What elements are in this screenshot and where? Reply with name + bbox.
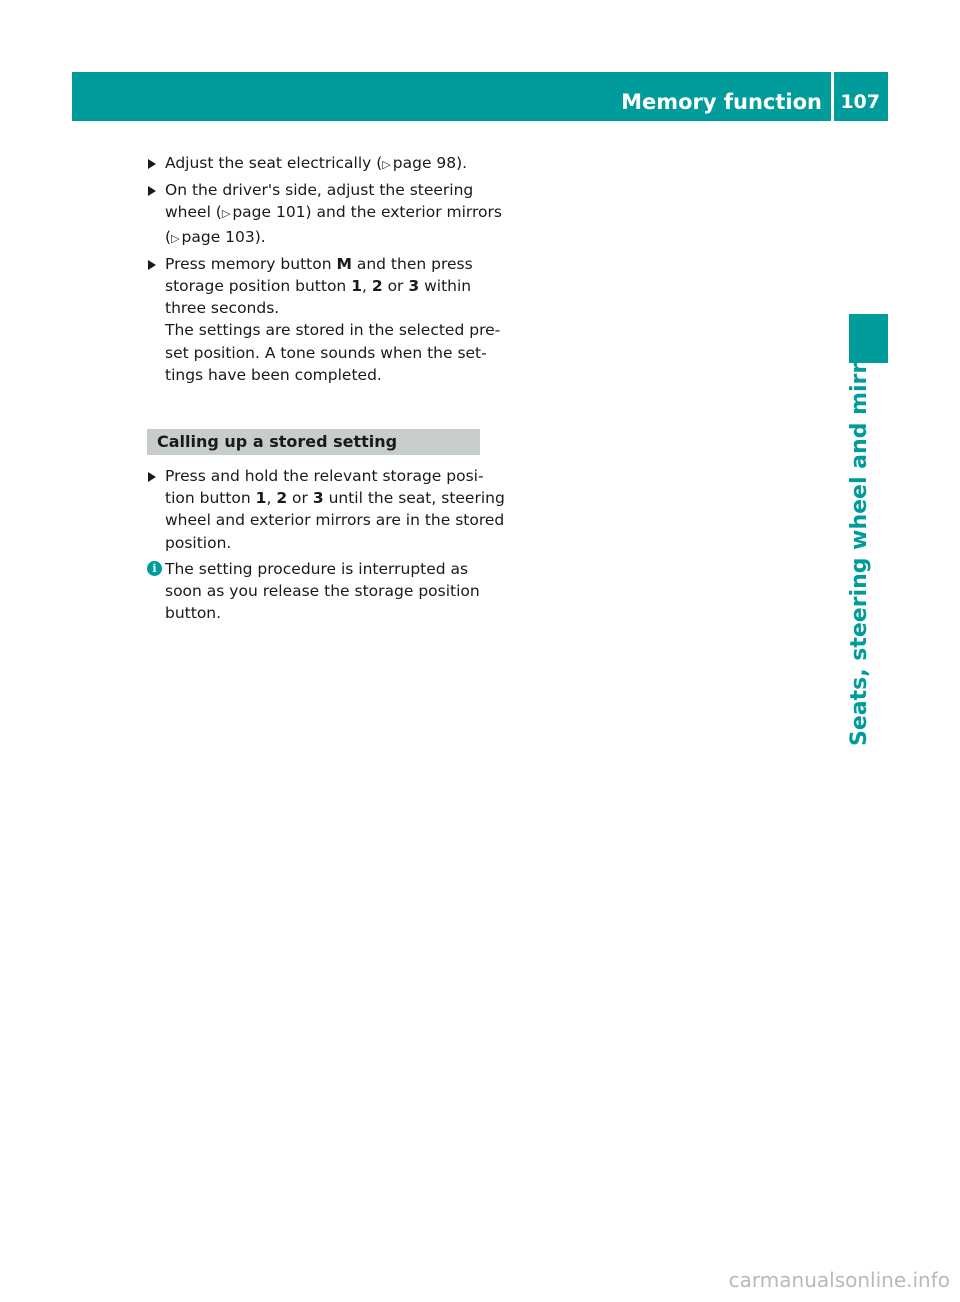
- text-line: tion button 1, 2 or 3 until the seat, steering: [165, 489, 505, 508]
- text-line: Press memory button M and then press: [165, 254, 473, 273]
- page-reference-arrow-icon: ▷: [221, 207, 231, 221]
- content-column: [147, 152, 505, 624]
- button-label-bold: 2: [371, 277, 383, 296]
- page-number: 107: [840, 91, 880, 113]
- chapter-label: Seats, steering wheel and mirrors: [847, 323, 872, 746]
- button-label-bold: M: [336, 254, 352, 273]
- button-label-bold: 2: [276, 489, 288, 508]
- text-line: button.: [165, 604, 222, 623]
- text-line: On the driver's side, adjust the steering: [165, 181, 474, 200]
- store-steps: [147, 152, 502, 386]
- text-line: soon as you release the storage position: [165, 582, 480, 601]
- section-title: Memory function: [621, 90, 822, 114]
- page-reference-arrow-icon: ▷: [382, 158, 391, 171]
- footer-watermark: carmanualsonline.info: [728, 1268, 950, 1292]
- instruction-step: [147, 152, 487, 176]
- text-line: storage position button 1, 2 or 3 within: [165, 277, 472, 296]
- recall-steps: [147, 465, 505, 554]
- info-icon: i: [147, 561, 162, 576]
- page-reference-arrow-icon: ▷: [171, 231, 180, 245]
- info-note: [147, 558, 487, 625]
- text-line: Press and hold the relevant storage posi-: [165, 467, 484, 486]
- button-label-bold: 3: [312, 489, 324, 508]
- text-line: three seconds.: [165, 299, 280, 318]
- header-bar: [72, 72, 888, 121]
- button-label-bold: 1: [351, 277, 362, 296]
- button-label-bold: 3: [408, 277, 420, 296]
- text-line: Adjust the seat electrically (▷ page 98).: [165, 154, 468, 172]
- text-line: wheel and exterior mirrors are in the stored: [165, 511, 505, 530]
- section-heading: Calling up a stored setting: [147, 429, 480, 455]
- text-line: (▷ page 103).: [165, 227, 266, 246]
- text-line: The settings are stored in the selected pre-: [165, 321, 501, 340]
- text-line: set position. A tone sounds when the set-: [165, 343, 487, 362]
- instruction-step: [147, 179, 502, 250]
- text-line: wheel (▷ page 101) and the exterior mirrors: [165, 203, 502, 222]
- instruction-step: [147, 253, 501, 386]
- instruction-step: [147, 465, 505, 554]
- text-line: tings have been completed.: [165, 365, 382, 384]
- button-label-bold: 1: [255, 489, 267, 508]
- text-line: The setting procedure is interrupted as: [165, 559, 469, 578]
- header-divider: [831, 72, 834, 121]
- text-line: position.: [165, 533, 232, 552]
